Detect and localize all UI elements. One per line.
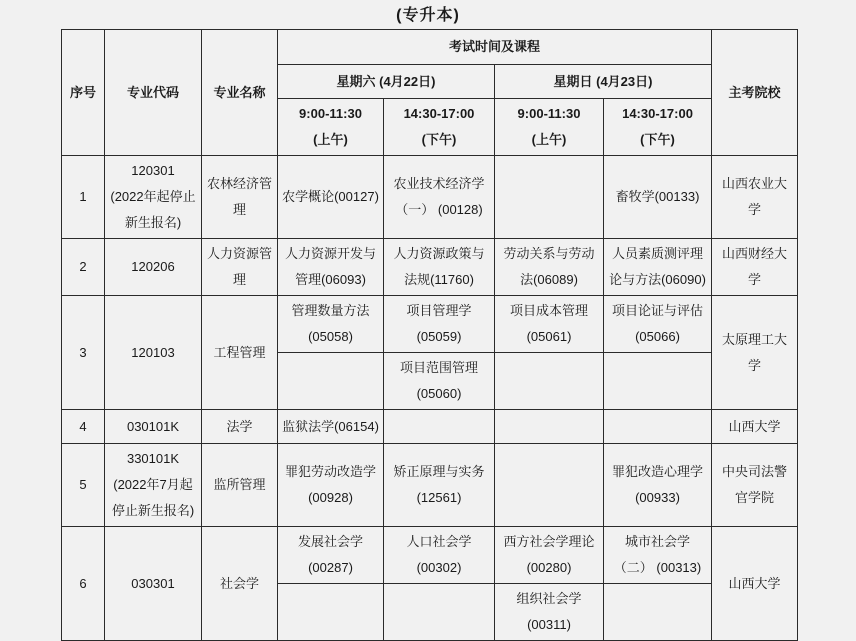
course-cell: 项目范围管理 (05060) — [384, 353, 495, 410]
course-cell: 人力资源开发与管理(06093) — [278, 239, 384, 296]
header-sat-am — [278, 99, 384, 156]
header-row-exam — [62, 30, 798, 65]
major-code-cell: 030101K — [105, 410, 202, 444]
course-cell — [495, 410, 604, 444]
course-cell — [384, 410, 495, 444]
seq-cell: 3 — [62, 296, 105, 410]
course-cell — [278, 584, 384, 641]
header-exam-time: 考试时间及课程 — [278, 30, 712, 65]
college-cell: 山西农业大学 — [712, 156, 798, 239]
seq-cell: 6 — [62, 527, 105, 641]
course-cell: 农业技术经济学（一） (00128) — [384, 156, 495, 239]
header-sat-pm — [384, 99, 495, 156]
header-sun-am — [495, 99, 604, 156]
major-code-note: (2022年7月起停止新生报名) — [111, 477, 195, 518]
course-cell: 项目管理学 (05059) — [384, 296, 495, 353]
course-cell: 城市社会学（二） (00313) — [604, 527, 712, 584]
header-sunday: 星期日 (4月23日) — [495, 65, 712, 99]
major-code-note: (2022年起停止新生报名) — [110, 189, 196, 230]
course-cell — [278, 353, 384, 410]
major-name-cell: 农林经济管理 — [202, 156, 278, 239]
table-row — [62, 239, 798, 296]
table-row — [62, 156, 798, 239]
time-range: 9:00-11:30 — [299, 106, 362, 121]
course-cell: 监狱法学(06154) — [278, 410, 384, 444]
major-code-cell: 120103 — [105, 296, 202, 410]
table-row — [62, 444, 798, 527]
course-cell — [495, 353, 604, 410]
major-name-cell: 监所管理 — [202, 444, 278, 527]
course-cell — [604, 353, 712, 410]
course-cell: 劳动关系与劳动法(06089) — [495, 239, 604, 296]
header-seq: 序号 — [62, 30, 105, 156]
time-range: 9:00-11:30 — [517, 106, 581, 121]
course-cell: 发展社会学 (00287) — [278, 527, 384, 584]
major-code-cell: 120206 — [105, 239, 202, 296]
course-cell: 罪犯劳动改造学 (00928) — [278, 444, 384, 527]
college-cell: 山西财经大学 — [712, 239, 798, 296]
header-saturday: 星期六 (4月22日) — [278, 65, 495, 99]
major-code: 330101K — [126, 451, 180, 466]
major-code-cell: 030301 — [105, 527, 202, 641]
course-cell: 罪犯改造心理学 (00933) — [604, 444, 712, 527]
course-cell — [495, 444, 604, 527]
table-row — [62, 527, 798, 584]
time-label: (下午) — [640, 132, 675, 147]
time-label: (上午) — [531, 132, 567, 147]
course-cell — [495, 156, 604, 239]
major-code-cell — [105, 444, 202, 527]
exam-schedule-table — [61, 29, 798, 641]
major-name-cell: 社会学 — [202, 527, 278, 641]
college-cell: 太原理工大学 — [712, 296, 798, 410]
seq-cell: 1 — [62, 156, 105, 239]
college-cell: 山西大学 — [712, 527, 798, 641]
table-row — [62, 410, 798, 444]
major-code-cell — [105, 156, 202, 239]
seq-cell: 4 — [62, 410, 105, 444]
seq-cell: 2 — [62, 239, 105, 296]
time-range: 14:30-17:00 — [403, 106, 475, 121]
course-cell: 畜牧学(00133) — [604, 156, 712, 239]
table-row — [62, 296, 798, 353]
course-cell — [604, 584, 712, 641]
seq-cell: 5 — [62, 444, 105, 527]
course-cell — [604, 410, 712, 444]
page-title: (专升本) — [396, 7, 460, 24]
time-label: (上午) — [313, 132, 348, 147]
course-cell: 矫正原理与实务 (12561) — [384, 444, 495, 527]
header-major-name: 专业名称 — [202, 30, 278, 156]
course-cell: 农学概论(00127) — [278, 156, 384, 239]
college-cell: 中央司法警官学院 — [712, 444, 798, 527]
course-cell — [384, 584, 495, 641]
major-name-cell: 法学 — [202, 410, 278, 444]
course-cell: 项目成本管理 (05061) — [495, 296, 604, 353]
time-range: 14:30-17:00 — [622, 106, 693, 121]
course-cell: 项目论证与评估 (05066) — [604, 296, 712, 353]
course-cell: 人口社会学 (00302) — [384, 527, 495, 584]
course-cell: 人员素质测评理论与方法(06090) — [604, 239, 712, 296]
course-cell: 管理数量方法 (05058) — [278, 296, 384, 353]
header-major-code: 专业代码 — [105, 30, 202, 156]
major-name-cell: 工程管理 — [202, 296, 278, 410]
college-cell: 山西大学 — [712, 410, 798, 444]
course-cell: 人力资源政策与法规(11760) — [384, 239, 495, 296]
time-label: (下午) — [421, 132, 457, 147]
header-sun-pm — [604, 99, 712, 156]
header-college: 主考院校 — [712, 30, 798, 156]
course-cell: 组织社会学 (00311) — [495, 584, 604, 641]
major-name-cell: 人力资源管理 — [202, 239, 278, 296]
course-cell: 西方社会学理论 (00280) — [495, 527, 604, 584]
major-code: 120301 — [131, 163, 175, 178]
